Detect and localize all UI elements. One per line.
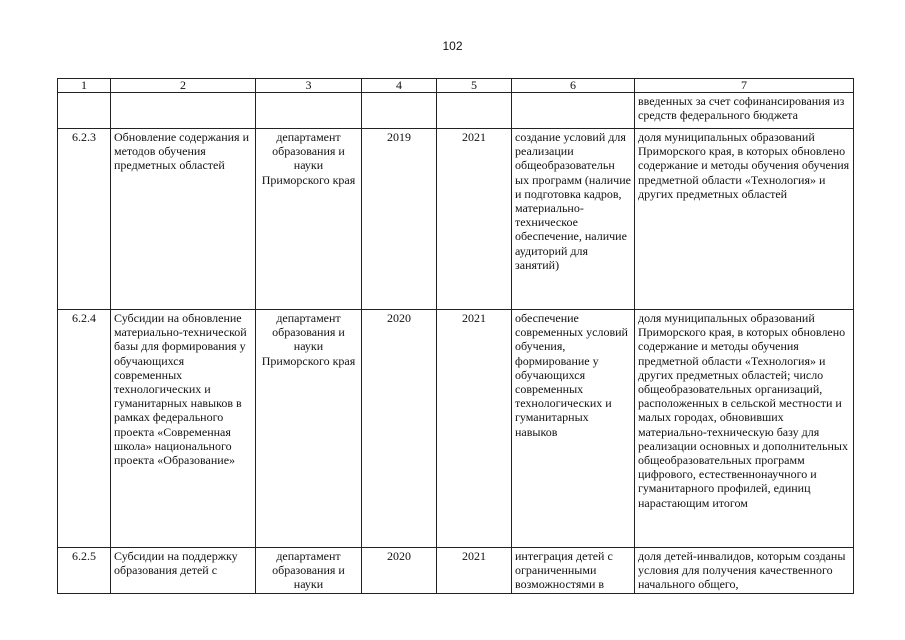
- measure-name-cell: Субсидии на поддержку образования детей с: [111, 548, 256, 594]
- start-year-cell: 2020: [362, 310, 437, 548]
- row-number-cell: [58, 93, 111, 129]
- executor-cell: [256, 93, 362, 129]
- executor-cell: департамент образования и науки Приморского края: [256, 129, 362, 310]
- start-year-cell: [362, 93, 437, 129]
- expected-result-cell: интеграция детей с ограниченными возможностями в: [512, 548, 635, 594]
- column-header: 2: [111, 79, 256, 93]
- expected-result-cell: [512, 93, 635, 129]
- row-number-cell: 6.2.3: [58, 129, 111, 310]
- expected-result-cell: создание условий для реализации общеобразовательн ых программ (наличие и подготовка кадров, материально-техническое обеспечение, наличие аудиторий для занятий): [512, 129, 635, 310]
- end-year-cell: 2021: [437, 310, 512, 548]
- page-number: 102: [442, 39, 463, 53]
- table-row: [58, 93, 854, 129]
- measure-name-cell: Обновление содержания и методов обучения предметных областей: [111, 129, 256, 310]
- column-header: 1: [58, 79, 111, 93]
- end-year-cell: 2021: [437, 548, 512, 594]
- start-year-cell: 2019: [362, 129, 437, 310]
- indicator-cell: введенных за счет софинансирования из средств федерального бюджета: [635, 93, 854, 129]
- measure-name-cell: [111, 93, 256, 129]
- row-number-cell: 6.2.4: [58, 310, 111, 548]
- column-header: 7: [635, 79, 854, 93]
- start-year-cell: 2020: [362, 548, 437, 594]
- row-number-cell: 6.2.5: [58, 548, 111, 594]
- executor-cell: департамент образования и науки Приморского края: [256, 310, 362, 548]
- expected-result-cell: обеспечение современных условий обучения, формирование у обучающихся современных технологических и гуманитарных навыков: [512, 310, 635, 548]
- column-header: 5: [437, 79, 512, 93]
- measures-table: [57, 78, 854, 594]
- table-header-row: [58, 79, 854, 93]
- indicator-cell: доля муниципальных образований Приморского края, в которых обновлено содержание и методы обучения обучения предметной области «Технология» и других предметных областей: [635, 129, 854, 310]
- indicator-cell: доля детей-инвалидов, которым созданы условия для получения качественного начального общего,: [635, 548, 854, 594]
- table-row: [58, 129, 854, 310]
- column-header: 3: [256, 79, 362, 93]
- table-row: [58, 548, 854, 594]
- executor-cell: департамент образования и науки: [256, 548, 362, 594]
- table-row: [58, 310, 854, 548]
- end-year-cell: 2021: [437, 129, 512, 310]
- end-year-cell: [437, 93, 512, 129]
- column-header: 6: [512, 79, 635, 93]
- indicator-cell: доля муниципальных образований Приморского края, в которых обновлено содержание и методы обучения предметной области «Технология» и других предметных областей; число общеобразовательных организаций, расположенных в сельской местности и малых городах, обновивших материально-техническую базу для реализации основных и дополнительных общеобразовательных программ цифрового, естественнонаучного и гуманитарного профилей, единиц нарастающим итогом: [635, 310, 854, 548]
- column-header: 4: [362, 79, 437, 93]
- measure-name-cell: Субсидии на обновление материально-технической базы для формирования у обучающихся современных технологических и гуманитарных навыков в рамках федерального проекта «Современная школа» национального проекта «Образование»: [111, 310, 256, 548]
